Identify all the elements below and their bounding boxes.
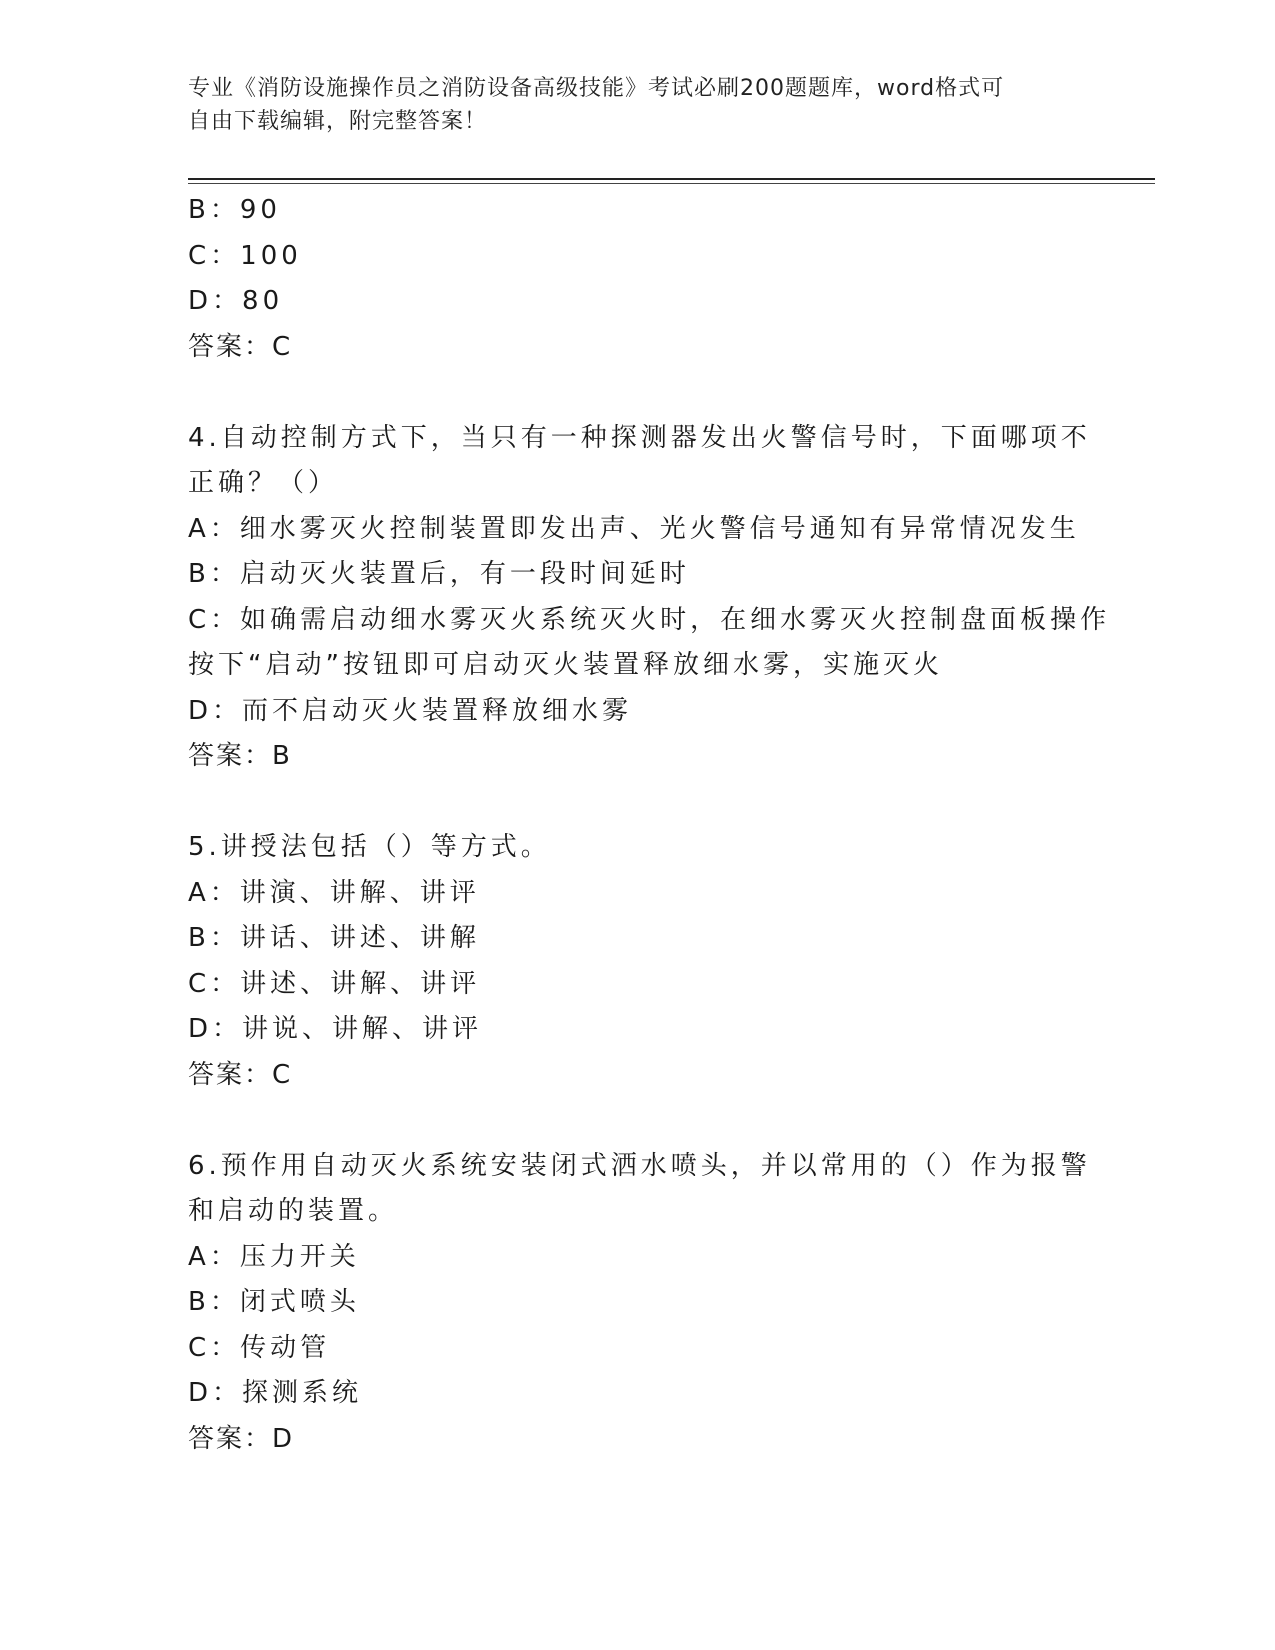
carryover-block bbox=[188, 188, 1088, 370]
header-line-2: 自由下载编辑，附完整答案！ bbox=[188, 109, 488, 134]
option-b: B：启动灭火装置后，有一段时间延时 bbox=[188, 559, 690, 589]
option-b: B：讲话、讲述、讲解 bbox=[188, 923, 480, 953]
option-c: C：讲述、讲解、讲评 bbox=[188, 968, 481, 999]
option-c: C：如确需启动细水雾灭火系统灭火时，在细水雾灭火控制盘面板操作 bbox=[188, 604, 1111, 635]
question-4 bbox=[188, 416, 1111, 780]
header-rule-thick bbox=[188, 178, 1155, 180]
option-c: C：100 bbox=[188, 240, 302, 271]
option-d: D：而不启动灭火装置释放细水雾 bbox=[188, 695, 633, 726]
option-a: A：讲演、讲解、讲评 bbox=[188, 877, 480, 908]
spacer bbox=[188, 370, 1088, 416]
question-stem: 6.预作用自动灭火系统安装闭式洒水喷头，并以常用的（）作为报警 bbox=[188, 1150, 1091, 1181]
option-a: A：压力开关 bbox=[188, 1241, 360, 1272]
answer-line: 答案：C bbox=[188, 1059, 293, 1090]
option-d: D：探测系统 bbox=[188, 1378, 363, 1408]
header-rule-thin bbox=[188, 183, 1155, 184]
answer-line: 答案：B bbox=[188, 741, 292, 771]
question-stem: 和启动的装置。 bbox=[188, 1196, 399, 1226]
option-b: B：90 bbox=[188, 195, 281, 225]
question-stem: 4.自动控制方式下，当只有一种探测器发出火警信号时，下面哪项不 bbox=[188, 422, 1091, 453]
question-stem: 5.讲授法包括（）等方式。 bbox=[188, 832, 551, 862]
question-content bbox=[188, 188, 1111, 1462]
question-5 bbox=[188, 825, 1088, 1098]
question-6 bbox=[188, 1144, 1091, 1463]
option-c-continued: 按下“启动”按钮即可启动灭火装置释放细水雾，实施灭火 bbox=[188, 650, 943, 680]
question-stem: 正确？（） bbox=[188, 468, 339, 498]
header-line-1: 专业《消防设施操作员之消防设备高级技能》考试必刷200题题库，word格式可 bbox=[188, 76, 1005, 101]
option-d: D：80 bbox=[188, 286, 284, 316]
spacer bbox=[188, 1098, 1088, 1144]
option-a: A：细水雾灭火控制装置即发出声、光火警信号通知有异常情况发生 bbox=[188, 513, 1080, 544]
option-d: D：讲说、讲解、讲评 bbox=[188, 1014, 483, 1044]
document-header bbox=[188, 72, 1068, 138]
answer-line: 答案：D bbox=[188, 1423, 295, 1454]
option-c: C：传动管 bbox=[188, 1332, 331, 1363]
answer-line: 答案：C bbox=[188, 331, 293, 362]
spacer bbox=[188, 780, 1088, 826]
option-b: B：闭式喷头 bbox=[188, 1287, 360, 1317]
